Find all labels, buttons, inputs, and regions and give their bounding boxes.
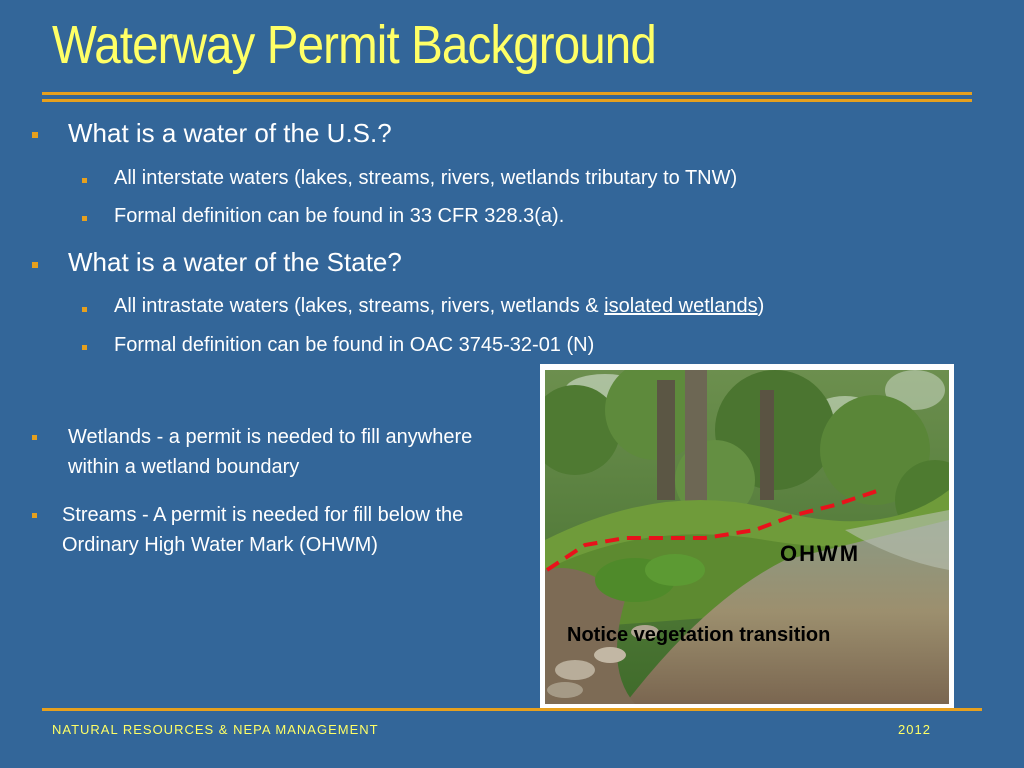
bullet-marker [32,262,38,268]
bullet-marker [82,178,87,183]
bullet-marker [82,216,87,221]
bullet-marker [82,307,87,312]
bullet-state-sub2: Formal definition can be found in OAC 3745-32-01 (N) [114,334,595,356]
bullet-marker [82,345,87,350]
title-rule-top [42,92,972,95]
stream-photo-illustration [545,370,949,704]
bullet-marker [32,513,37,518]
stream-photo [545,370,949,704]
photo-caption: Notice vegetation transition [567,624,831,646]
title-rule-bottom [42,99,972,102]
bullet-state-sub1 [114,295,764,318]
bullet-state-sub1-suffix: ) [757,295,765,317]
bullet-marker [32,435,37,440]
bullet-us-sub1: All interstate waters (lakes, streams, rivers, wetlands tributary to TNW) [114,167,738,189]
footer-year: 2012 [898,722,931,737]
isolated-wetlands-link[interactable]: isolated wetlands [604,295,758,317]
footer-rule [42,708,982,711]
bullet-streams: Streams - A permit is needed for fill below the Ordinary High Water Mark (OHWM) [62,504,464,556]
bullet-wetlands: Wetlands - a permit is needed to fill anywhere within a wetland boundary [68,426,473,478]
ohwm-label: OHWM [780,541,861,566]
slide-title: Waterway Permit Background [52,15,656,75]
bullet-state-sub1-text: All intrastate waters (lakes, streams, rivers, wetlands & [114,295,605,317]
footer-left: NATURAL RESOURCES & NEPA MANAGEMENT [52,722,379,737]
bullet-state-heading: What is a water of the State? [68,247,402,277]
bullet-marker [32,132,38,138]
bullet-us-sub2: Formal definition can be found in 33 CFR 328.3(a). [114,205,565,227]
bullet-us-heading: What is a water of the U.S.? [68,118,392,148]
